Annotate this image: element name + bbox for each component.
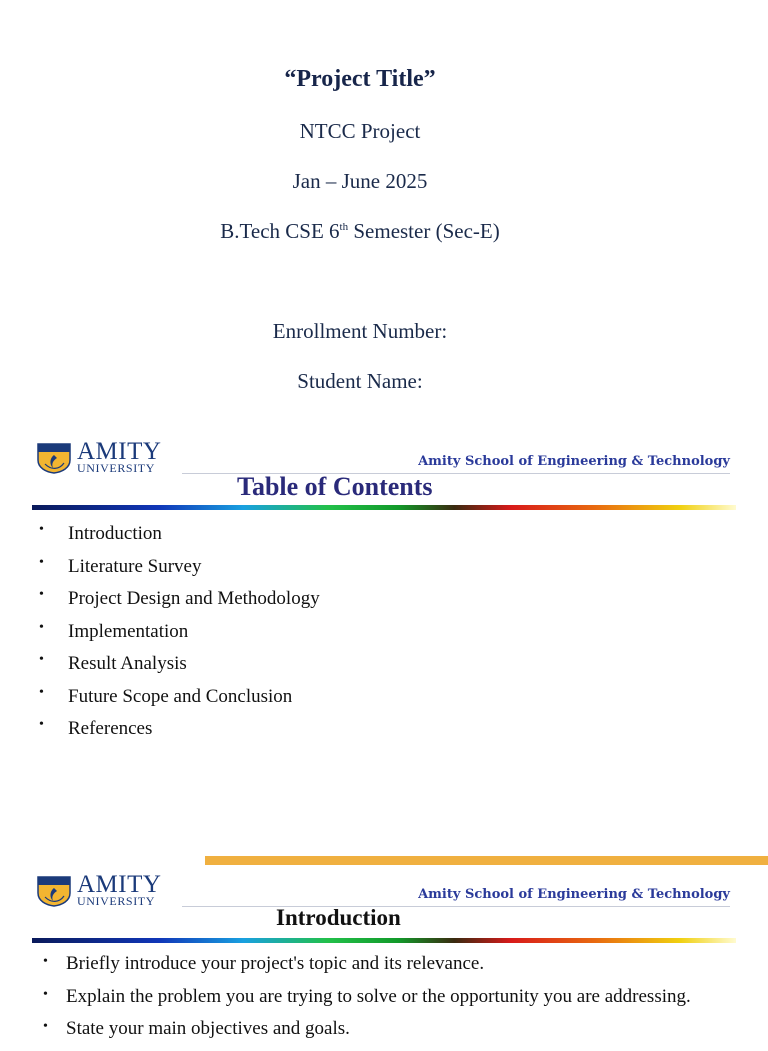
header-divider <box>182 906 730 907</box>
program-name: NTCC Project <box>299 119 421 143</box>
orange-accent-bar <box>205 856 768 865</box>
enrollment-label: Enrollment Number: <box>272 319 448 343</box>
list-item <box>39 718 320 751</box>
list-item-text: Project Design and Methodology <box>68 588 320 609</box>
amity-shield-icon <box>37 875 71 907</box>
school-name: Amity School of Engineering & Technology <box>418 887 730 902</box>
list-item <box>39 556 320 589</box>
bullet-icon: • <box>39 652 44 667</box>
amity-logo <box>37 438 177 476</box>
rainbow-divider <box>32 938 736 943</box>
list-item-text: Briefly introduce your project's topic and its relevance. <box>66 953 485 974</box>
semester-prefix: B.Tech CSE 6 <box>220 219 340 243</box>
list-item <box>43 1018 691 1051</box>
logo-wordmark: AMITY <box>77 871 162 898</box>
bullet-icon: • <box>39 717 44 732</box>
list-item <box>39 588 320 621</box>
list-item <box>43 953 691 986</box>
list-item-text: Introduction <box>68 523 162 544</box>
semester-superscript: th <box>339 221 349 233</box>
semester-line <box>0 219 720 244</box>
list-item <box>39 621 320 654</box>
bullet-icon: • <box>39 684 44 700</box>
list-item <box>43 986 691 1019</box>
logo-subwordmark: UNIVERSITY <box>77 894 155 908</box>
school-name: Amity School of Engineering & Technology <box>418 454 730 469</box>
list-item-text: State your main objectives and goals. <box>66 1018 350 1039</box>
bullet-icon: • <box>39 554 44 570</box>
list-item-text: References <box>68 718 153 739</box>
bullet-icon: • <box>39 587 44 602</box>
list-item-text: Explain the problem you are trying to solve or the opportunity you are addressing. <box>66 985 691 1007</box>
list-item-text: Literature Survey <box>68 555 202 577</box>
logo-wordmark: AMITY <box>77 438 162 465</box>
logo-subwordmark: UNIVERSITY <box>77 461 155 475</box>
bullet-icon: • <box>39 619 44 635</box>
bullet-icon: • <box>43 986 48 1002</box>
intro-heading: Introduction <box>276 905 401 930</box>
student-name-label: Student Name: <box>297 369 423 393</box>
rainbow-divider <box>32 505 736 510</box>
amity-logo <box>37 871 177 909</box>
bullet-icon: • <box>43 1019 48 1034</box>
list-item-text: Result Analysis <box>68 653 187 674</box>
list-item <box>39 523 320 556</box>
list-item-text: Implementation <box>68 620 189 642</box>
bullet-icon: • <box>43 954 48 969</box>
semester-suffix: Semester (Sec-E) <box>348 219 500 243</box>
list-item-text: Future Scope and Conclusion <box>68 685 293 707</box>
toc-list <box>39 523 320 751</box>
list-item <box>39 686 320 719</box>
bullet-icon: • <box>39 522 44 537</box>
toc-heading: Table of Contents <box>237 472 433 501</box>
amity-shield-icon <box>37 442 71 474</box>
intro-list <box>43 953 691 1051</box>
project-period: Jan – June 2025 <box>292 169 428 193</box>
project-title: “Project Title” <box>284 66 436 92</box>
list-item <box>39 653 320 686</box>
